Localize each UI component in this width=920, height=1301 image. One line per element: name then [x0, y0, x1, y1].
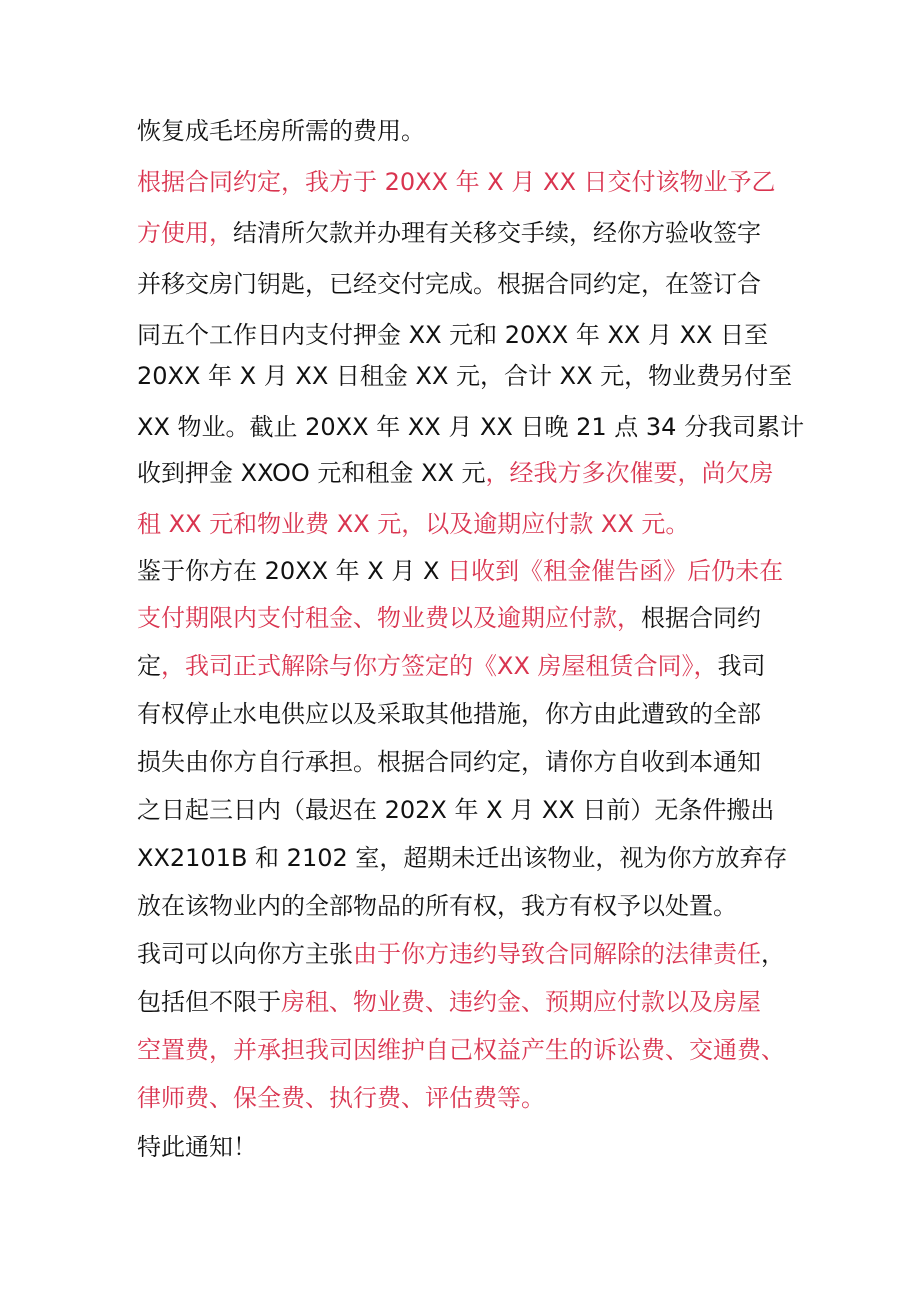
- text-segment: 空置费，并承担我司因维护自己权益产生的诉讼费、交通费、: [137, 1036, 785, 1064]
- text-segment: 包括但不限于: [137, 988, 281, 1016]
- text-segment: 我司可以向你方主张: [137, 940, 353, 968]
- text-segment: 根据合同约定，我方于 20XX 年 X 月 XX 日交付该物业予乙: [137, 168, 776, 196]
- text-segment: ，经我方多次催要，尚欠房: [485, 459, 774, 487]
- text-segment: 并移交房门钥匙，已经交付完成。根据合同约定，在签订合: [137, 270, 761, 298]
- text-segment: 收到押金 XXOO 元和租金 XX 元: [137, 459, 486, 487]
- text-line: [137, 453, 774, 493]
- text-line: [137, 264, 761, 304]
- text-line: [137, 838, 787, 878]
- text-line: [137, 504, 689, 544]
- text-segment: 20XX 年 X 月 XX 日租金 XX 元，合计 XX 元，物业费另付至: [137, 362, 793, 390]
- text-segment: XX 物业。截止 20XX 年 XX 月 XX 日晚 21 点 34 分我司累计: [137, 413, 805, 441]
- text-line: [137, 356, 792, 396]
- text-segment: 租 XX 元和物业费 XX 元，以及逾期应付款 XX 元。: [137, 510, 690, 538]
- text-line: [137, 742, 761, 782]
- text-line: [137, 598, 761, 638]
- text-segment: 房租、物业费、违约金、预期应付款以及房屋: [281, 988, 761, 1016]
- text-line: [137, 162, 776, 202]
- text-line: [137, 1078, 545, 1118]
- text-segment: 根据合同约: [641, 604, 761, 632]
- text-segment: 律师费、保全费、执行费、评估费等。: [137, 1084, 545, 1112]
- text-line: [137, 111, 425, 151]
- text-segment: 之日起三日内（最迟在 202X 年 X 月 XX 日前）无条件搬出: [137, 796, 775, 824]
- text-segment: 定: [137, 652, 161, 680]
- text-segment: 方使用，: [137, 219, 233, 247]
- text-line: [137, 934, 785, 974]
- text-line: [137, 213, 761, 253]
- text-segment: 支付期限内支付租金、物业费以及逾期应付款，: [137, 604, 641, 632]
- text-segment: 特此通知！: [137, 1133, 257, 1161]
- text-segment: 同五个工作日内支付押金 XX 元和 20XX 年 XX 月 XX 日至: [137, 321, 769, 349]
- text-line: [137, 886, 737, 926]
- text-segment: XX2101B 和 2102 室，超期未迁出该物业，视为你方放弃存: [137, 844, 788, 872]
- text-segment: 恢复成毛坯房所需的费用。: [137, 117, 425, 145]
- text-line: [137, 982, 761, 1022]
- text-segment: ，: [761, 940, 785, 968]
- text-line: [137, 790, 774, 830]
- text-line: [137, 1030, 785, 1070]
- text-segment: 我司: [717, 652, 766, 680]
- text-line: [137, 407, 804, 447]
- text-segment: ，我司正式解除与你方签定的《XX 房屋租赁合同》，: [161, 652, 718, 680]
- text-segment: 放在该物业内的全部物品的所有权，我方有权予以处置。: [137, 892, 737, 920]
- text-segment: 鉴于你方在 20XX 年 X 月 X: [137, 557, 448, 585]
- text-line: [137, 646, 766, 686]
- text-segment: 日收到《租金催告函》后仍未在: [447, 557, 784, 585]
- text-line: [137, 694, 761, 734]
- text-segment: 损失由你方自行承担。根据合同约定，请你方自收到本通知: [137, 748, 761, 776]
- text-line: [137, 551, 783, 591]
- text-segment: 结清所欠款并办理有关移交手续，经你方验收签字: [233, 219, 761, 247]
- text-line: [137, 1127, 257, 1167]
- text-line: [137, 315, 768, 355]
- text-segment: 由于你方违约导致合同解除的法律责任: [353, 940, 761, 968]
- text-segment: 有权停止水电供应以及采取其他措施，你方由此遭致的全部: [137, 700, 761, 728]
